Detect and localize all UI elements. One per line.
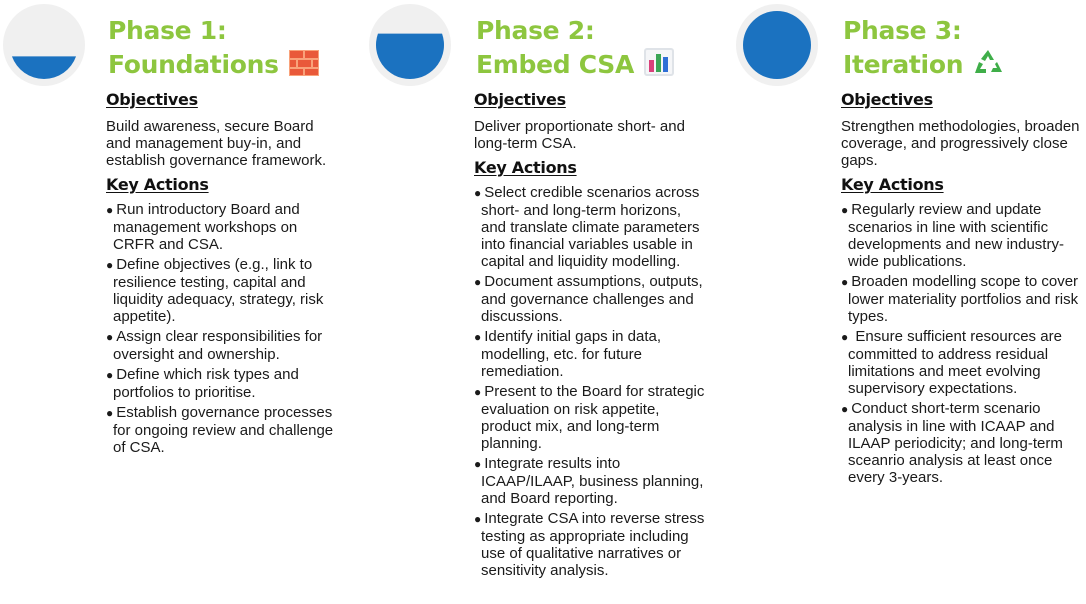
key-actions-heading: Key Actions — [474, 158, 577, 177]
progress-fill-shape — [376, 34, 444, 79]
phase-title-line: Phase 3: — [843, 16, 962, 45]
phase-3-title — [843, 14, 1003, 85]
list-item: ● Present to the Board for strategic evaluation on risk appetite, product mix, and long-term planning. — [474, 383, 705, 452]
phase-title-line: Phase 1: — [108, 16, 227, 45]
bar-chart-icon — [644, 48, 674, 85]
recycle-icon — [973, 48, 1003, 85]
phase-2-title — [476, 14, 674, 85]
brick-icon — [289, 50, 319, 85]
list-item: ● Integrate CSA into reverse stress testing as appropriate including use of qualitative narratives or sensitivity analysis. — [474, 510, 705, 579]
phase-subtitle: Foundations — [108, 50, 279, 79]
objectives-text: Build awareness, secure Board and management buy-in, and establish governance framework. — [106, 118, 327, 169]
key-actions-list — [841, 201, 1081, 486]
objectives-heading: Objectives — [474, 90, 566, 109]
phase-subtitle: Iteration — [843, 50, 964, 79]
key-actions-heading: Key Actions — [106, 175, 209, 194]
objectives-text: Strengthen methodologies, broaden coverage, and progressively close gaps. — [841, 118, 1080, 169]
list-item: ● Broaden modelling scope to cover lower materiality portfolios and risk types. — [841, 273, 1079, 325]
phase-1-title — [108, 14, 319, 85]
objectives-heading: Objectives — [106, 90, 198, 109]
list-item: ● Document assumptions, outputs, and governance challenges and discussions. — [474, 273, 703, 325]
list-item: ● Assign clear responsibilities for oversight and ownership. — [106, 328, 323, 363]
list-item: ● Identify initial gaps in data, modelling, etc. for future remediation. — [474, 328, 662, 380]
phase-1-progress-circle — [3, 4, 85, 86]
list-item: ● Conduct short-term scenario analysis in line with ICAAP and ILAAP periodicity; and long-term sceanrio analysis at least once every 3-years. — [841, 400, 1063, 486]
key-actions-heading: Key Actions — [841, 175, 944, 194]
objectives-text: Deliver proportionate short- and long-term CSA. — [474, 118, 685, 152]
key-actions-list — [106, 201, 342, 456]
objectives-heading: Objectives — [841, 90, 933, 109]
phase-3-content — [841, 90, 1081, 489]
list-item: ● Establish governance processes for ongoing review and challenge of CSA. — [106, 404, 334, 456]
list-item: ● Define objectives (e.g., link to resilience testing, capital and liquidity adequacy, strategy, risk appetite). — [106, 256, 324, 325]
phase-2-content — [474, 90, 710, 582]
phase-subtitle: Embed CSA — [476, 50, 635, 79]
list-item: ● Regularly review and update scenarios in line with scientific developments and new industry-wide publications. — [841, 201, 1064, 270]
key-actions-list — [474, 184, 710, 579]
phase-3-progress-circle — [736, 4, 818, 86]
progress-fill-shape — [743, 11, 811, 79]
list-item: ● Ensure sufficient resources are committed to address residual limitations and meet evolving supervisory expectations. — [841, 328, 1062, 397]
phase-1-content — [106, 90, 342, 459]
list-item: ● Integrate results into ICAAP/ILAAP, business planning, and Board reporting. — [474, 455, 704, 507]
list-item: ● Define which risk types and portfolios to prioritise. — [106, 366, 299, 401]
phase-2-progress-circle — [369, 4, 451, 86]
progress-fill — [736, 4, 818, 86]
progress-fill — [3, 4, 85, 86]
progress-fill-shape — [12, 56, 76, 79]
list-item: ● Run introductory Board and management workshops on CRFR and CSA. — [106, 201, 300, 253]
progress-fill — [369, 4, 451, 86]
list-item: ● Select credible scenarios across short- and long-term horizons, and translate climate parameters into financial variables usable in capital and liquidity modelling. — [474, 184, 700, 270]
phase-title-line: Phase 2: — [476, 16, 595, 45]
